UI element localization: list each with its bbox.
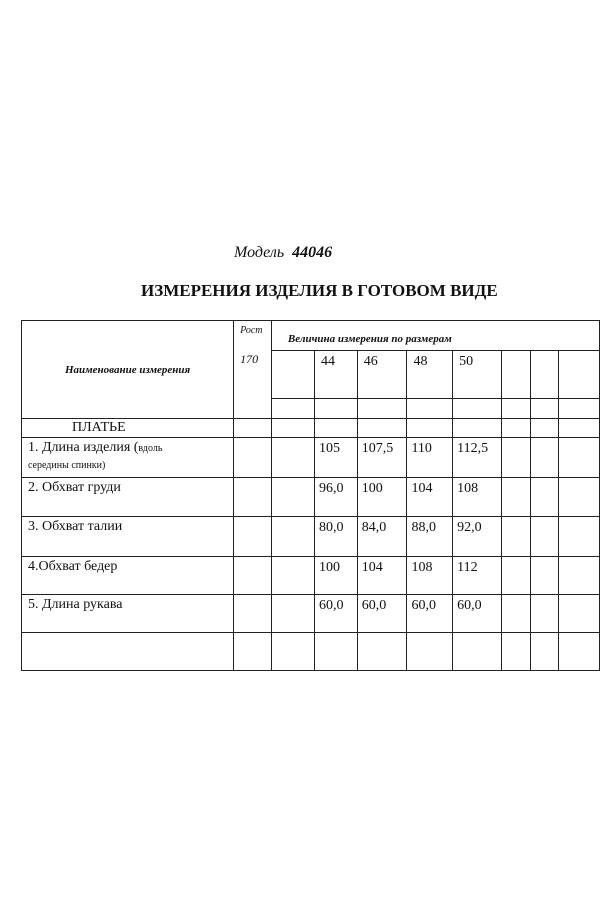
value-cell: 105 [315,438,358,478]
value-cell: 108 [407,557,453,595]
table-cell [501,517,530,557]
table-cell [271,438,314,478]
table-cell [234,517,272,557]
row-name: 2. Обхват груди [22,478,234,517]
value-cell: 104 [357,557,407,595]
table-cell [407,419,453,438]
table-cell [501,478,530,517]
rost-label: Рост [240,325,263,336]
section-row [22,419,600,438]
table-cell [453,419,502,438]
table-cell [501,351,530,399]
measurements-table [21,320,600,671]
table-cell [357,419,407,438]
table-row [22,478,600,517]
table-cell [407,633,453,671]
row-name: 3. Обхват талии [22,517,234,557]
size-48: 48 [407,351,453,399]
value-cell: 88,0 [407,517,453,557]
value-cell: 100 [357,478,407,517]
value-cell: 96,0 [315,478,358,517]
table-cell [558,351,599,399]
table-cell [501,419,530,438]
table-cell [558,595,599,633]
table-cell [315,419,358,438]
value-cell: 112,5 [453,438,502,478]
table-cell [234,478,272,517]
table-cell [501,595,530,633]
table-cell [531,557,558,595]
value-cell: 104 [407,478,453,517]
value-cell: 80,0 [315,517,358,557]
column-header-values: Величина измерения по размерам [271,321,599,351]
size-46: 46 [357,351,407,399]
table-cell [531,438,558,478]
table-cell [234,438,272,478]
table-cell [271,351,314,399]
table-cell [271,419,314,438]
table-row [22,438,600,478]
table-cell [357,399,407,419]
column-header-name: Наименование измерения [22,321,234,419]
value-cell: 108 [453,478,502,517]
table-cell [271,595,314,633]
row-name: 1. Длина изделия (вдоль середины спинки) [22,438,234,478]
table-row [22,595,600,633]
table-cell [271,478,314,517]
model-label: Модель [234,244,285,261]
empty-row [22,633,600,671]
table-cell [271,557,314,595]
table-cell [558,633,599,671]
value-cell: 60,0 [315,595,358,633]
table-row [22,557,600,595]
value-cell: 110 [407,438,453,478]
column-header-rost [234,321,272,419]
table-cell [501,438,530,478]
table-cell [531,478,558,517]
table-cell [558,419,599,438]
table-row [22,517,600,557]
table-cell [531,351,558,399]
table-cell [501,399,530,419]
table-cell [531,517,558,557]
table-cell [271,399,314,419]
model-heading [234,244,332,262]
value-cell: 107,5 [357,438,407,478]
table-cell [234,633,272,671]
table-cell [531,419,558,438]
value-cell: 100 [315,557,358,595]
table-cell [271,517,314,557]
header-row [22,321,600,351]
table-cell [315,399,358,419]
table-cell [407,399,453,419]
table-cell [234,557,272,595]
table-cell [453,633,502,671]
value-cell: 60,0 [407,595,453,633]
row-name: 5. Длина рукава [22,595,234,633]
value-cell: 92,0 [453,517,502,557]
row-name: 4.Обхват бедер [22,557,234,595]
value-cell: 84,0 [357,517,407,557]
table-cell [531,595,558,633]
table-cell [234,419,272,438]
table-cell [501,557,530,595]
page-title: ИЗМЕРЕНИЯ ИЗДЕЛИЯ В ГОТОВОМ ВИДЕ [141,281,498,300]
table-cell [357,633,407,671]
table-cell [558,557,599,595]
table-cell [558,438,599,478]
value-cell: 112 [453,557,502,595]
table-cell [271,633,314,671]
table-cell [453,399,502,419]
table-cell [22,633,234,671]
table-cell [531,399,558,419]
table-cell [558,478,599,517]
size-50: 50 [453,351,502,399]
value-cell: 60,0 [453,595,502,633]
table-cell [315,633,358,671]
rost-value: 170 [240,352,259,366]
size-44: 44 [315,351,358,399]
section-label: ПЛАТЬЕ [22,419,234,438]
table-cell [234,595,272,633]
table-cell [531,633,558,671]
value-cell: 60,0 [357,595,407,633]
model-number: 44046 [292,244,333,261]
table-cell [501,633,530,671]
table-cell [558,517,599,557]
table-cell [558,399,599,419]
